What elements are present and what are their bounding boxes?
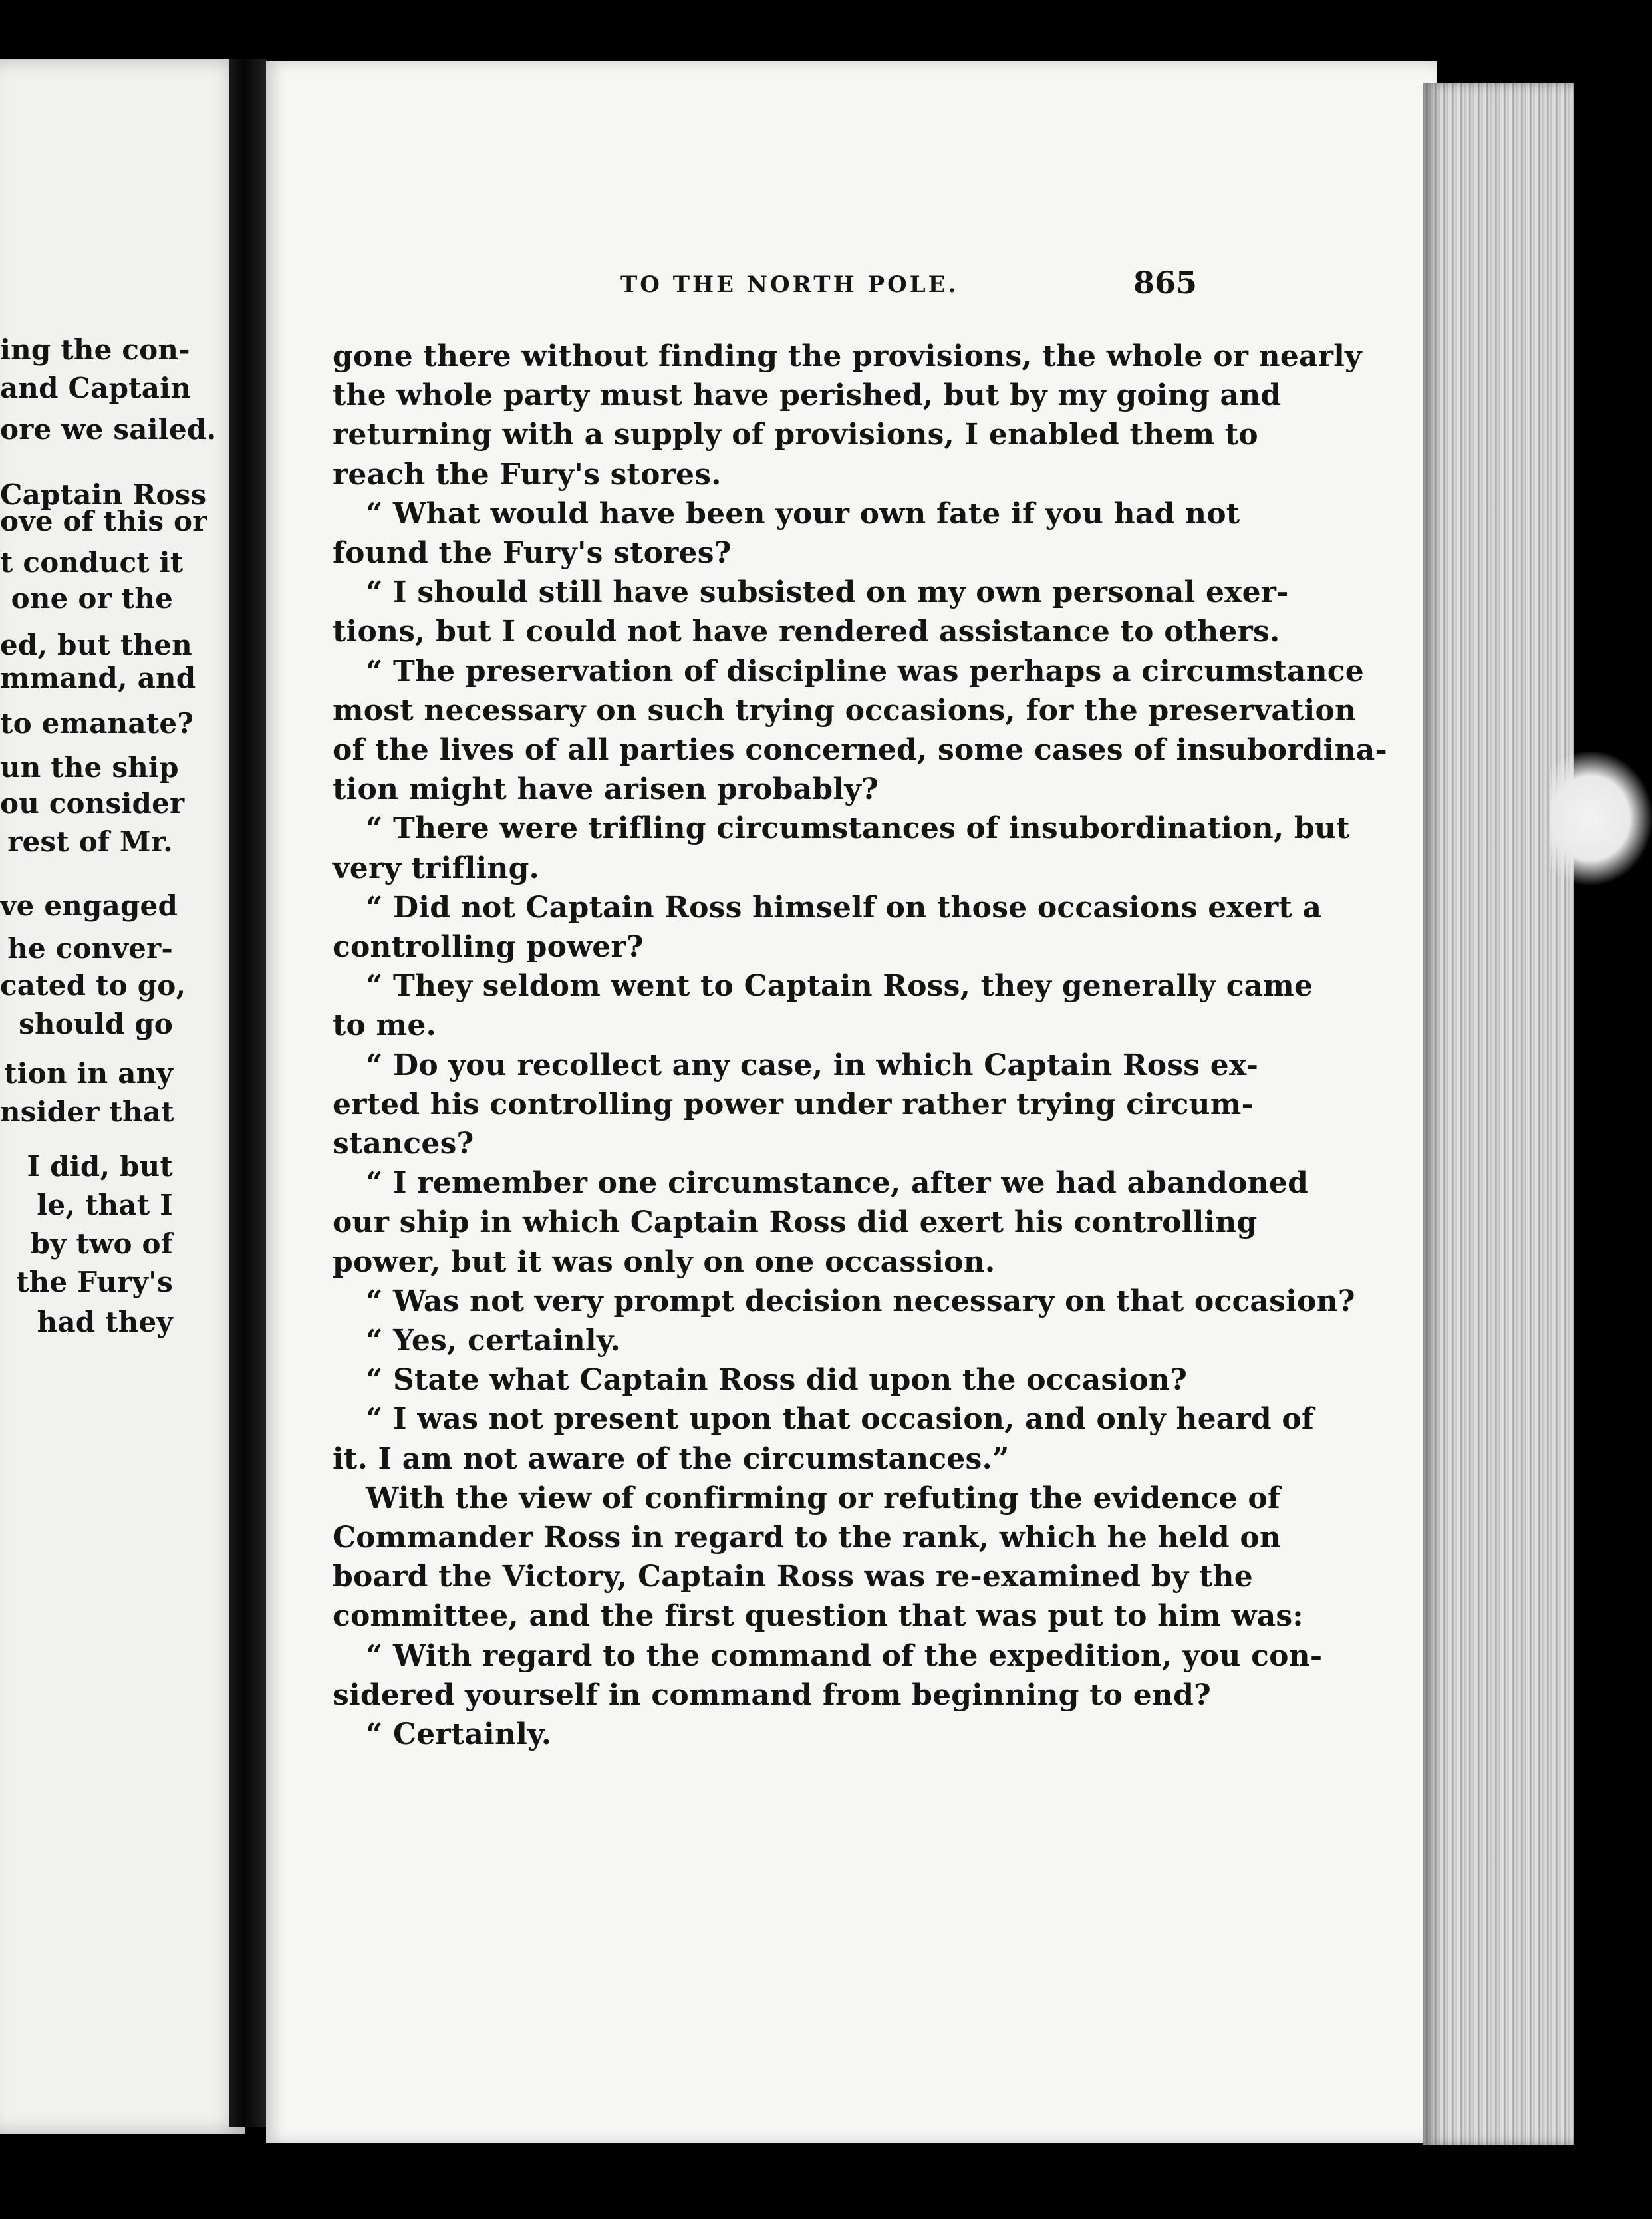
body-line: tions, but I could not have rendered assistance to others. (333, 615, 1280, 649)
body-line: found the Fury's stores? (333, 536, 732, 570)
left-page-line: to emanate? (0, 707, 194, 740)
left-page-line: le, that I (37, 1189, 173, 1221)
body-line: our ship in which Captain Ross did exert his controlling (333, 1205, 1258, 1239)
left-page-line: nsider that (0, 1096, 174, 1128)
left-page-line: ing the con- (0, 333, 190, 366)
body-line: “ Was not very prompt decision necessary on that occasion? (366, 1284, 1355, 1318)
book-gutter (229, 59, 267, 2127)
body-line: committee, and the first question that was put to him was: (333, 1599, 1304, 1633)
body-line: to me. (333, 1008, 437, 1042)
body-line: Commander Ross in regard to the rank, which he held on (333, 1521, 1282, 1554)
left-page-line: and Captain (0, 372, 192, 404)
body-line: “ I remember one circumstance, after we had abandoned (366, 1166, 1309, 1200)
body-line: “ I was not present upon that occasion, and only heard of (366, 1402, 1315, 1436)
body-line: tion might have arisen probably? (333, 772, 879, 806)
left-page-line: ou consider (0, 787, 185, 819)
left-page-line: t conduct it (0, 546, 184, 579)
body-line: “ Yes, certainly. (366, 1324, 621, 1358)
page-number: 865 (1133, 265, 1198, 301)
left-page-line: ed, but then (0, 629, 192, 661)
body-line: it. I am not aware of the circumstances.” (333, 1442, 1010, 1476)
body-line: board the Victory, Captain Ross was re-examined by the (333, 1560, 1253, 1594)
body-line: power, but it was only on one occassion. (333, 1245, 996, 1279)
left-page-line: he conver- (7, 932, 173, 964)
left-page-line: mmand, and (0, 662, 196, 694)
body-line: stances? (333, 1127, 474, 1161)
left-page-line: should go (19, 1008, 173, 1040)
body-line: returning with a supply of provisions, I enabled them to (333, 418, 1258, 452)
page-edges (1423, 83, 1574, 2145)
left-page-line: by two of (30, 1227, 173, 1260)
body-line: sidered yourself in command from beginning to end? (333, 1678, 1212, 1712)
body-line: very trifling. (333, 851, 540, 885)
body-line: “ They seldom went to Captain Ross, they generally came (366, 969, 1313, 1003)
body-line: the whole party must have perished, but by my going and (333, 378, 1282, 412)
left-page-line: ore we sailed. (0, 413, 217, 446)
body-line: “ State what Captain Ross did upon the occasion? (366, 1363, 1188, 1397)
left-page-line: one or the (11, 582, 173, 615)
body-line: gone there without finding the provisions, the whole or nearly (333, 339, 1362, 373)
body-line: “ Certainly. (366, 1717, 552, 1751)
body-line: With the view of confirming or refuting the evidence of (366, 1481, 1281, 1515)
left-page-line: rest of Mr. (7, 825, 173, 858)
body-line: erted his controlling power under rather trying circum- (333, 1088, 1254, 1121)
left-page-line: the Fury's (16, 1266, 173, 1298)
body-line: “ What would have been your own fate if you had not (366, 497, 1240, 531)
paper-tear (1550, 752, 1652, 885)
left-page-line: Captain Ross (0, 478, 207, 511)
left-page-line: ove of this or (0, 505, 207, 537)
body-line: “ The preservation of discipline was perhaps a circumstance (366, 655, 1364, 688)
left-page-line: un the ship (0, 751, 179, 784)
running-head-title: TO THE NORTH POLE. (620, 271, 959, 298)
left-page-line: had they (37, 1306, 173, 1338)
body-line: controlling power? (333, 930, 644, 964)
body-line: “ Did not Captain Ross himself on those occasions exert a (366, 891, 1322, 925)
left-page-line: I did, but (27, 1150, 173, 1183)
body-line: of the lives of all parties concerned, some cases of insubordina- (333, 733, 1387, 767)
body-line: “ With regard to the command of the expedition, you con- (366, 1639, 1323, 1673)
body-line: “ There were trifling circumstances of insubordination, but (366, 812, 1350, 845)
left-page-line: cated to go, (0, 969, 186, 1002)
body-line: most necessary on such trying occasions, for the preservation (333, 694, 1357, 728)
left-page-line: ve engaged (0, 889, 178, 922)
body-line: “ I should still have subsisted on my own personal exer- (366, 575, 1289, 609)
body-line: reach the Fury's stores. (333, 458, 722, 492)
body-line: “ Do you recollect any case, in which Captain Ross ex- (366, 1048, 1259, 1082)
left-page-line: tion in any (4, 1057, 173, 1090)
